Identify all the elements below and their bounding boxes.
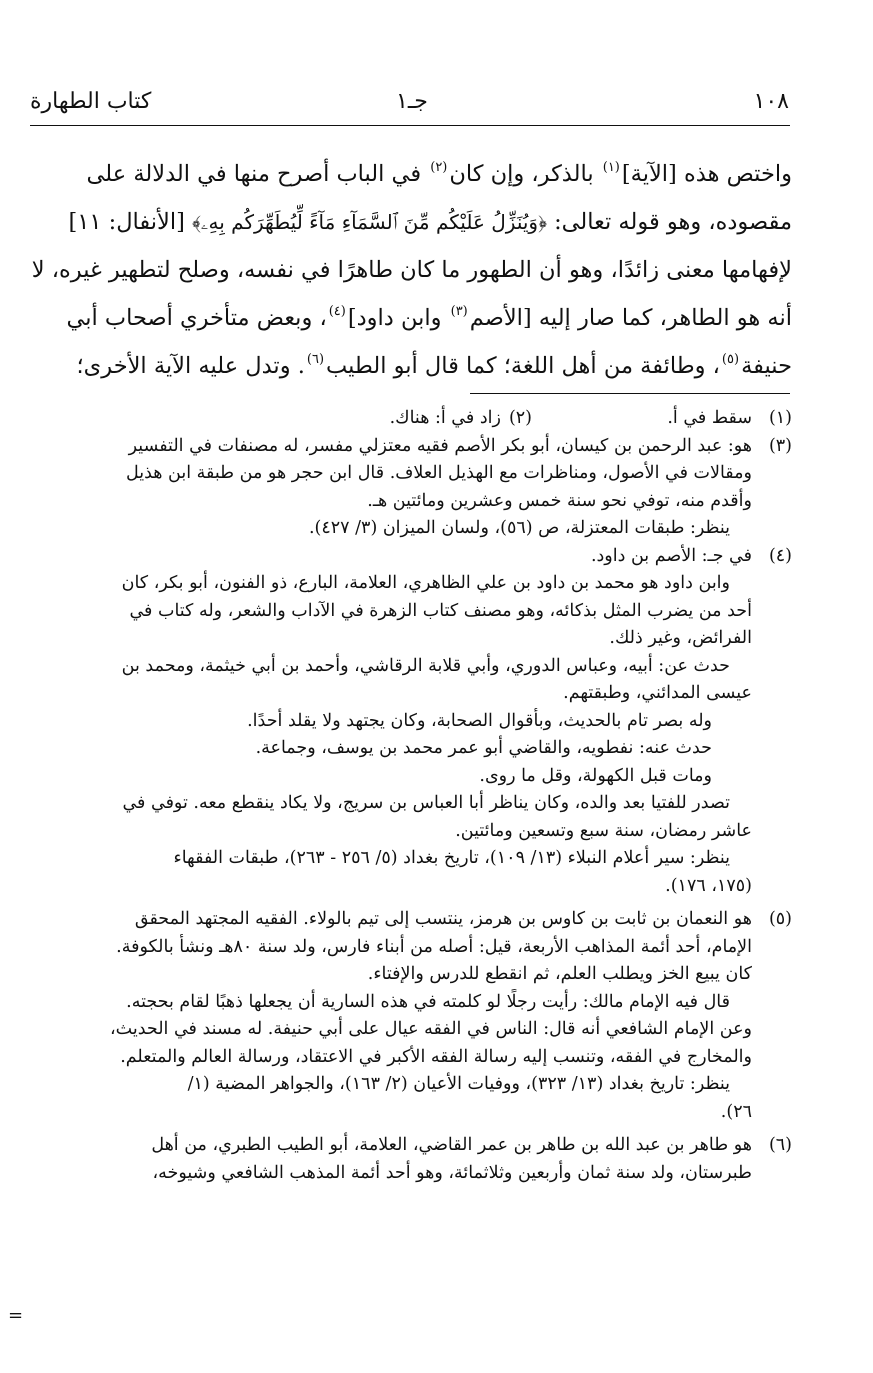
footnote-4	[30, 543, 792, 901]
footnote-line: ٢٦).	[720, 1101, 752, 1122]
footnote-2-number: (٢)	[508, 408, 532, 428]
footnote-line: ينظر: تاريخ بغداد (١٣/ ٣٢٣)، ووفيات الأعيان (٢/ ١٦٣)، والجواهر المضية (١/	[187, 1074, 730, 1094]
body-text: ، وبعض متأخري أصحاب أبي	[66, 305, 327, 331]
footnote-separator	[470, 393, 790, 394]
footnote-line: قال فيه الإمام مالك: رأيت رجلًا لو كلمته في هذه السارية أن يجعلها ذهبًا لقام بحجته.	[126, 991, 730, 1012]
footnote-number: (٣)	[768, 435, 792, 456]
footnote-line: الإمام، أحد أئمة المذاهب الأربعة، قيل: أصله من أبناء فارس، ولد سنة ٨٠هـ ونشأ بالكوفة.	[116, 936, 752, 957]
footnote-line: عاشر رمضان، سنة سبع وتسعين ومائتين.	[455, 820, 752, 841]
footnote-line: حدث عنه: نفطويه، والقاضي أبو عمر محمد بن يوسف، وجماعة.	[255, 738, 712, 758]
footnote-text	[30, 906, 752, 1126]
body-line	[30, 198, 792, 246]
footnote-line: ينظر: طبقات المعتزلة، ص (٥٦)، ولسان الميزان (٣/ ٤٢٧).	[308, 518, 730, 538]
footnote-2-text: زاد في أ: هناك.	[389, 408, 501, 428]
footnote-reference: (١)	[602, 160, 620, 175]
footnote-reference: (٤)	[328, 304, 346, 319]
main-text	[30, 150, 792, 390]
footnote-line: والمخارج في الفقه، وتنسب إليه رسالة الفقه الأكبر في الاعتقاد، ورسالة العالم والمتعلم.	[120, 1046, 752, 1067]
footnote-line: ينظر: سير أعلام النبلاء (١٣/ ١٠٩)، تاريخ بغداد (٥/ ٢٥٦ - ٢٦٣)، طبقات الفقهاء	[173, 848, 730, 868]
volume-label: جـ١	[396, 89, 428, 114]
footnote-1-text: سقط في أ.	[667, 408, 752, 428]
footnote-line: هو طاهر بن عبد الله بن طاهر بن عمر القاضي، العلامة، أبو الطيب الطبري، من أهل	[151, 1135, 752, 1155]
running-title: كتاب الطهارة	[30, 89, 152, 114]
footnote-line: الفرائض، وغير ذلك.	[609, 628, 752, 648]
footnote-3	[30, 433, 792, 543]
footnote-line: حدث عن: أبيه، وعباس الدوري، وأبي قلابة الرقاشي، وأحمد بن أبي خيثمة، ومحمد بن	[121, 655, 730, 676]
footnote-reference: (٦)	[306, 352, 325, 367]
body-text: مقصوده، وهو قوله تعالى:	[546, 209, 792, 235]
footnote-text	[30, 433, 752, 543]
body-line	[30, 246, 792, 294]
footnote-line: تصدر للفتيا بعد والده، وكان يناظر أبا العباس بن سريج، ولا يكاد ينقطع معه. توفي في	[122, 793, 730, 813]
body-text: واختص هذه [الآية]	[621, 161, 792, 187]
footnote-reference: (٣)	[450, 304, 468, 319]
footnote-number: (٥)	[768, 909, 792, 929]
footnote-number: (٤)	[768, 545, 792, 566]
quran-verse: ﴿وَيُنَزِّلُ عَلَيْكُم مِّنَ ٱلسَّمَآءِ مَآءً لِّيُطَهِّرَكُم بِهِۦ﴾	[192, 210, 547, 234]
footnote-text	[30, 1132, 752, 1187]
footnote-number: (١)	[768, 408, 792, 428]
footnote-text	[30, 543, 752, 901]
body-text: وابن داود]	[347, 305, 449, 331]
footnote-line: وأقدم منه، توفي نحو سنة خمس وعشرين ومائتين هـ.	[367, 490, 752, 511]
body-text: أنه هو الطاهر، كما صار إليه [الأصم	[469, 305, 792, 331]
footnote-pair	[30, 405, 752, 433]
footnote-line: وابن داود هو محمد بن داود بن علي الظاهري، العلامة، البارع، ذو الفنون، أبو بكر، كان	[121, 573, 730, 593]
footnote-line: (١٧٥، ١٧٦).	[665, 875, 752, 896]
footnote-5	[30, 906, 792, 1126]
footnote-row-1-2	[30, 405, 792, 433]
footnotes	[30, 405, 792, 1187]
footnote-reference: (٢)	[430, 160, 448, 175]
page-number: ١٠٨	[753, 89, 789, 114]
body-text: . وتدل عليه الآية الأخرى؛	[76, 353, 305, 379]
footnote-6	[30, 1132, 792, 1187]
footnote-line: في جـ: الأصم بن داود.	[590, 545, 752, 566]
body-text: [الأنفال: ١١]	[68, 209, 193, 235]
footnote-line: أحد من يضرب المثل بذكائه، وهو مصنف كتاب الزهرة في الآداب والشعر، وله كتاب في	[129, 600, 752, 621]
footnote-line: ومقالات في الأصول، ومناظرات مع الهذيل العلاف. قال ابن حجر هو من طبقة ابن هذيل	[125, 463, 752, 483]
footnote-line: كان يبيع الخز ويطلب العلم، ثم انقطع للدرس والإفتاء.	[367, 964, 752, 984]
footnote-line: طبرستان، ولد سنة ثمان وأربعين وثلاثمائة، وهو أحد أئمة المذهب الشافعي وشيوخه،	[152, 1162, 752, 1183]
footnote-text	[30, 405, 752, 433]
body-text: بالذكر، وإن كان	[449, 161, 601, 187]
margin-mark: =	[8, 1305, 24, 1326]
body-text: حنيفة	[741, 353, 792, 379]
footnote-line: وله بصر تام بالحديث، وبأقوال الصحابة، وكان يجتهد ولا يقلد أحدًا.	[247, 710, 712, 731]
body-text: في الباب أصرح منها في الدلالة على	[86, 161, 429, 187]
footnote-line: عيسى المدائني، وطبقتهم.	[563, 683, 752, 703]
footnote-number: (٦)	[768, 1135, 792, 1155]
footnote-line: هو النعمان بن ثابت بن كاوس بن هرمز، ينتسب إلى تيم بالولاء. الفقيه المجتهد المحقق	[134, 909, 752, 929]
footnote-line: وعن الإمام الشافعي أنه قال: الناس في الفقه عيال على أبي حنيفة. له مسند في الحديث،	[110, 1019, 752, 1039]
body-text: لإفهامها معنى زائدًا، وهو أن الطهور ما كان طاهرًا في نفسه، وصلح لتطهير غيره، لا	[31, 257, 792, 283]
body-line	[30, 294, 792, 342]
body-line	[30, 342, 792, 390]
header-rule	[30, 125, 790, 126]
footnote-line: ومات قبل الكهولة، وقل ما روى.	[479, 765, 712, 786]
body-line	[30, 150, 792, 198]
body-text: ، وطائفة من أهل اللغة؛ كما قال أبو الطيب	[326, 353, 720, 379]
footnote-reference: (٥)	[721, 352, 740, 367]
footnote-line: هو: عبد الرحمن بن كيسان، أبو بكر الأصم فقيه معتزلي مفسر، له مصنفات في التفسير	[128, 435, 752, 456]
